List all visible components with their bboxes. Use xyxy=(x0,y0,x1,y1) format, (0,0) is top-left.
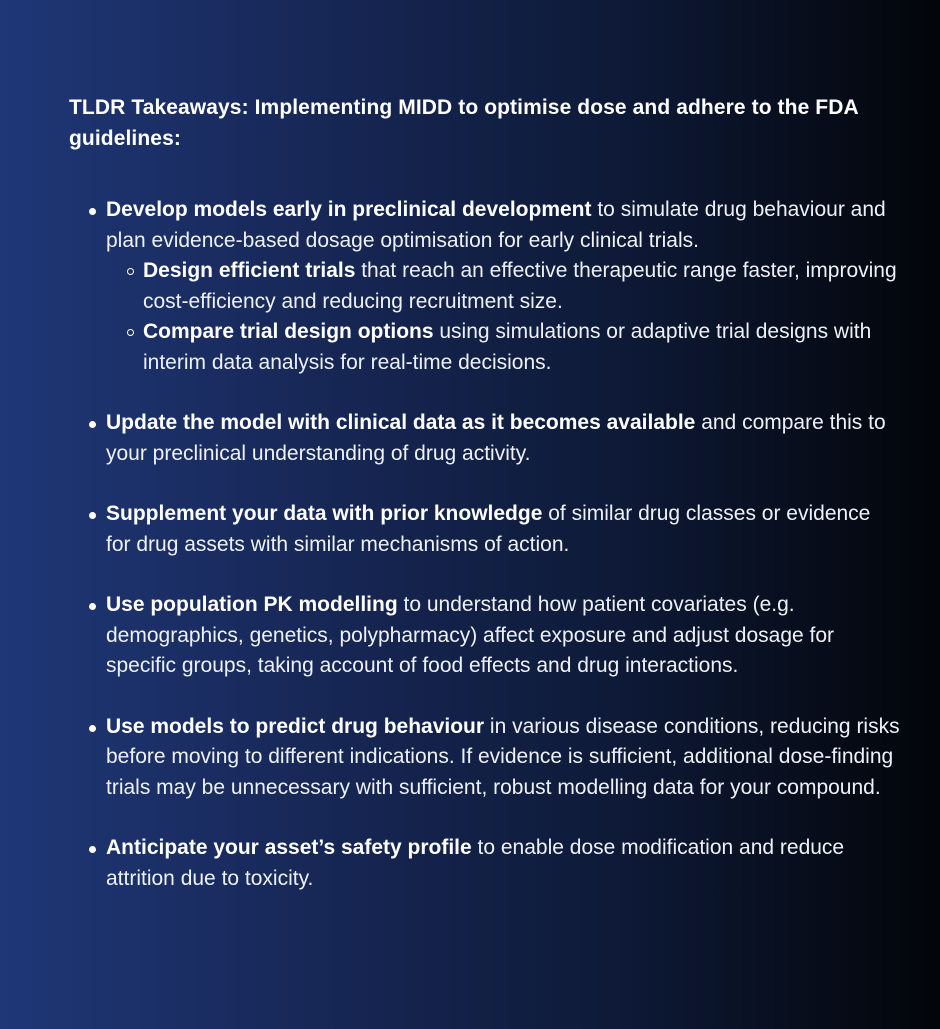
takeaway-item-update-model xyxy=(69,408,900,469)
takeaway-bold-text: Anticipate your asset’s safety profile xyxy=(106,836,472,859)
takeaway-item-supplement-data xyxy=(69,499,900,560)
takeaway-sublist xyxy=(106,256,900,378)
takeaway-bold-text: Develop models early in preclinical development xyxy=(106,198,592,221)
subitem-bold-text: Compare trial design options xyxy=(143,320,434,343)
takeaway-bold-text: Update the model with clinical data as it becomes available xyxy=(106,411,696,434)
takeaways-list xyxy=(69,195,900,894)
takeaway-text: in various disease conditions, reducing risks before moving to different indications. If evidence is sufficient, additional dose-finding trials may be unnecessary with sufficient, robust modelling data for your compound. xyxy=(106,714,900,799)
takeaway-bold-text: Supplement your data with prior knowledge xyxy=(106,502,543,525)
takeaway-bold-text: Use population PK modelling xyxy=(106,593,398,616)
subitem-design-efficient-trials xyxy=(106,256,900,317)
subitem-compare-trial-designs xyxy=(106,317,900,378)
subitem-text: using simulations or adaptive trial designs with interim data analysis for real-time decisions. xyxy=(143,320,872,374)
takeaway-text: to understand how patient covariates (e.g. demographics, genetics, polypharmacy) affect exposure and adjust dosage for specific groups, taking account of food effects and drug interactions. xyxy=(106,593,835,677)
takeaway-bold-text: Use models to predict drug behaviour xyxy=(106,714,485,738)
takeaway-item-population-pk xyxy=(69,590,900,682)
takeaway-item-safety-profile xyxy=(69,833,900,894)
subitem-bold-text: Design efficient trials xyxy=(143,259,356,282)
takeaway-text: of similar drug classes or evidence for drug assets with similar mechanisms of action. xyxy=(106,502,871,556)
page-title: TLDR Takeaways: Implementing MIDD to optimise dose and adhere to the FDA guidelines: xyxy=(69,96,858,150)
takeaway-item-develop-models xyxy=(69,195,900,378)
takeaway-text: to simulate drug behaviour and plan evidence-based dosage optimisation for early clinical trials. xyxy=(106,198,886,252)
subitem-text: that reach an effective therapeutic range faster, improving cost-efficiency and reducing recruitment size. xyxy=(143,259,897,313)
takeaway-item-predict-behaviour xyxy=(69,712,900,804)
takeaway-text: to enable dose modification and reduce attrition due to toxicity. xyxy=(106,836,845,890)
takeaway-text: and compare this to your preclinical understanding of drug activity. xyxy=(106,411,886,465)
